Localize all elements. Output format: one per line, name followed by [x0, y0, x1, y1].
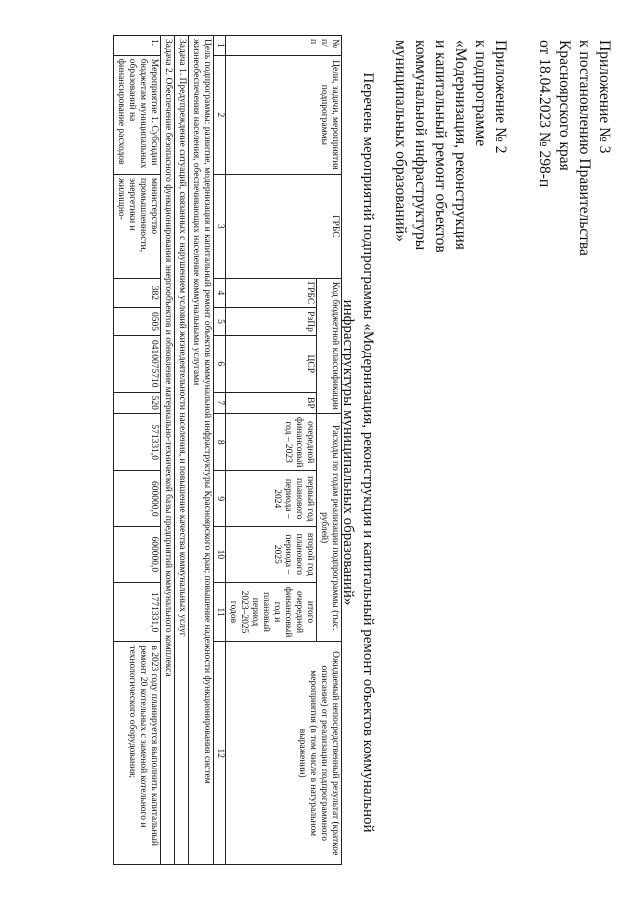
header-code-grbs: ГРБС [226, 278, 317, 308]
date-number: от 18.04.2023 № 298-п [536, 40, 553, 188]
subprogram-name-1: «Модернизация, реконструкция [452, 40, 469, 250]
row-amount-total: 1771331,0 [114, 582, 161, 642]
header-year-2024: первый год планового периода – 2024 [226, 471, 317, 527]
header-num: № п/п [226, 36, 342, 56]
header-result: Ожидаемый непосредственный результат (краткое описание) от реализации подпрограммного мероприятия (в том числе в натуральном выражении) [226, 642, 342, 865]
col-num: 7 [214, 392, 226, 413]
subprogram-goal: Цель подпрограммы: развитие, модернизация и капитальный ремонт объектов коммунальной инфраструктуры Красноярского края; повышение надежности функционирования систем жизнеобеспечения населения, обеспечивающих население коммунальными услугами [189, 36, 214, 865]
col-num: 8 [214, 413, 226, 471]
col-num: 3 [214, 175, 226, 279]
task2-row [161, 36, 175, 865]
row-code-grbs: 382 [114, 278, 161, 308]
table-row [114, 36, 161, 865]
heading-line-1: Перечень мероприятий подпрограммы «Модернизация, реконструкция и капитальный ремонт объектов коммунальной [360, 72, 376, 833]
col-num: 1 [214, 36, 226, 56]
col-num: 11 [214, 582, 226, 642]
col-num: 6 [214, 335, 226, 392]
header-year-2025: второй год планового периода – 2025 [226, 527, 317, 583]
task-1: Задача 1. Предупреждение ситуаций, связанных с нарушением условий жизнедеятельности населения, и повышение качества коммунальных услуг [175, 36, 189, 865]
appendix-top: Приложение № 3 [596, 40, 613, 154]
to-resolution: к постановлению Правительства [576, 40, 593, 256]
heading-line-2: инфраструктуры муниципальных образований» [340, 299, 356, 606]
appendix-2: Приложение № 2 [492, 40, 509, 154]
subprogram-name-4: муниципальных образований» [392, 40, 409, 242]
task1-row [175, 36, 189, 865]
region: Красноярского края [556, 40, 573, 171]
header-year-2023: очередной финансовый год – 2023 [226, 413, 317, 471]
measures-table [113, 35, 342, 865]
header-budget-code: Код бюджетной классификации [317, 278, 342, 413]
header-total: итого очередной финансовый год и плановый период 2023–2025 годов [226, 582, 317, 642]
row-amount-2024: 600000,0 [114, 471, 161, 527]
col-num: 12 [214, 642, 226, 865]
row-measure-name: Мероприятие 1. Субсидии бюджетам муниципальных образований на финансирование расходов [114, 55, 161, 174]
row-result: в 2023 году планируется выполнить капитальный ремонт 20 котельных с заменой котельного и технологического оборудования; [114, 642, 161, 865]
row-grbs: министерство промышленности, энергетики и жилищно- [114, 175, 161, 279]
row-code-rzpr: 0505 [114, 308, 161, 336]
row-num: 1. [114, 36, 161, 56]
column-number-row [214, 36, 226, 865]
col-num: 2 [214, 55, 226, 174]
header-row-1 [317, 36, 342, 865]
col-num: 10 [214, 527, 226, 583]
header-goal: Цели, задачи, мероприятия подпрограммы [226, 55, 342, 174]
row-amount-2023: 571331,0 [114, 413, 161, 471]
header-code-vr: ВР [226, 392, 317, 413]
header-code-rzpr: РзПр [226, 308, 317, 336]
header-code-csr: ЦСР [226, 335, 317, 392]
col-num: 4 [214, 278, 226, 308]
approval-block [390, 40, 614, 330]
row-amount-2025: 600000,0 [114, 527, 161, 583]
goal-row [189, 36, 214, 865]
header-expenses: Расходы по годам реализации подпрограммы (тыс. рублей) [317, 413, 342, 642]
col-num: 5 [214, 308, 226, 336]
row-code-vr: 520 [114, 392, 161, 413]
row-code-csr: 0410075710 [114, 335, 161, 392]
header-grbs: ГРБС [226, 175, 342, 279]
col-num: 9 [214, 471, 226, 527]
document-heading [338, 0, 378, 905]
subprogram-name-3: коммунальной инфраструктуры [412, 40, 429, 251]
task-2: Задача 2. Обеспечение безопасного функционирования энергообъектов и обновление материально-технической базы предприятий коммунального комплекса [161, 36, 175, 865]
to-subprogram: к подпрограмме [472, 40, 489, 147]
subprogram-name-2: и капитальный ремонт объектов [432, 40, 449, 253]
